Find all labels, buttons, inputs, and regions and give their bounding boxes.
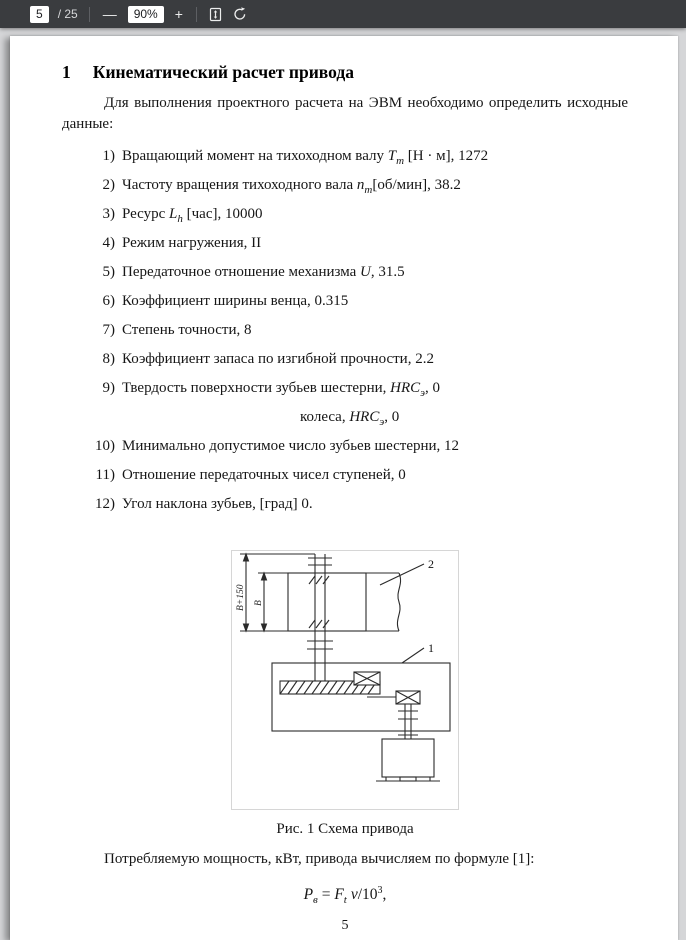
list-item: 8) Коэффициент запаса по изгибной прочности, 2.2 — [102, 351, 434, 367]
pdf-toolbar — [0, 0, 686, 28]
toolbar-divider — [89, 7, 90, 22]
list-item: 7) Степень точности, 8 — [102, 322, 252, 338]
list-item: 4) Режим нагружения, II — [102, 235, 262, 251]
zoom-level-input[interactable]: 90% — [128, 6, 164, 23]
rotate-ccw-icon — [232, 6, 248, 22]
section-title: Кинематический расчет привода — [92, 62, 354, 82]
list-item: 12) Угол наклона зубьев, [град] 0. — [95, 496, 313, 512]
page-number-input[interactable]: 5 — [30, 6, 49, 23]
list-item: 6) Коэффициент ширины венца, 0.315 — [102, 293, 349, 309]
figure-label-2: 2 — [428, 557, 434, 571]
page-count-label: / 25 — [57, 7, 78, 21]
section-number: 1 — [62, 62, 71, 82]
fit-page-icon — [208, 7, 223, 22]
list-item: 11) Отношение передаточных чисел ступеней, 0 — [95, 467, 406, 483]
drive-schematic — [232, 551, 458, 809]
dimension-b-label: B — [254, 600, 264, 606]
section-heading — [62, 62, 628, 83]
toolbar-divider — [196, 7, 197, 22]
dimension-b150-label: B+150 — [236, 584, 246, 611]
zoom-out-button[interactable]: — — [102, 6, 117, 22]
figure-label-1: 1 — [428, 641, 434, 655]
pdf-page — [10, 36, 678, 940]
fit-page-button[interactable] — [208, 7, 223, 22]
figure-drive-schematic — [231, 550, 459, 810]
list-item: 2) Частоту вращения тихоходного вала $n_т[об/мин]$, 38.2 — [102, 177, 461, 196]
figure-caption: Рис. 1 Схема привода — [276, 821, 414, 837]
list-item: 5) Передаточное отношение механизма U, 31.5 — [102, 264, 405, 280]
intro-paragraph: Для выполнения проектного расчета на ЭВМ необходимо определить исходные данные: — [62, 95, 628, 132]
rotate-button[interactable] — [232, 6, 248, 22]
page-footer-number: 5 — [341, 918, 349, 933]
list-item-continuation: колеса, $HRC_э$, 0 — [300, 409, 400, 428]
power-paragraph: Потребляемую мощность, кВт, привода вычисляем по формуле [1]: — [104, 851, 535, 867]
power-formula: $P_в = F_t$ $v/10^3$, — [303, 884, 387, 907]
list-item: 3) Ресурс $L_h$ [час], 10000 — [102, 206, 263, 225]
input-data-list — [62, 147, 628, 514]
zoom-in-button[interactable]: + — [174, 6, 183, 22]
list-item: 10) Минимально допустимое число зубьев шестерни, 12 — [95, 438, 460, 454]
list-item: 9) Твердость поверхности зубьев шестерни, $HRC_э$, 0 — [102, 380, 440, 399]
list-item: 1) Вращающий момент на тихоходном валу $T_т$ [Н · м], 1272 — [102, 148, 489, 167]
